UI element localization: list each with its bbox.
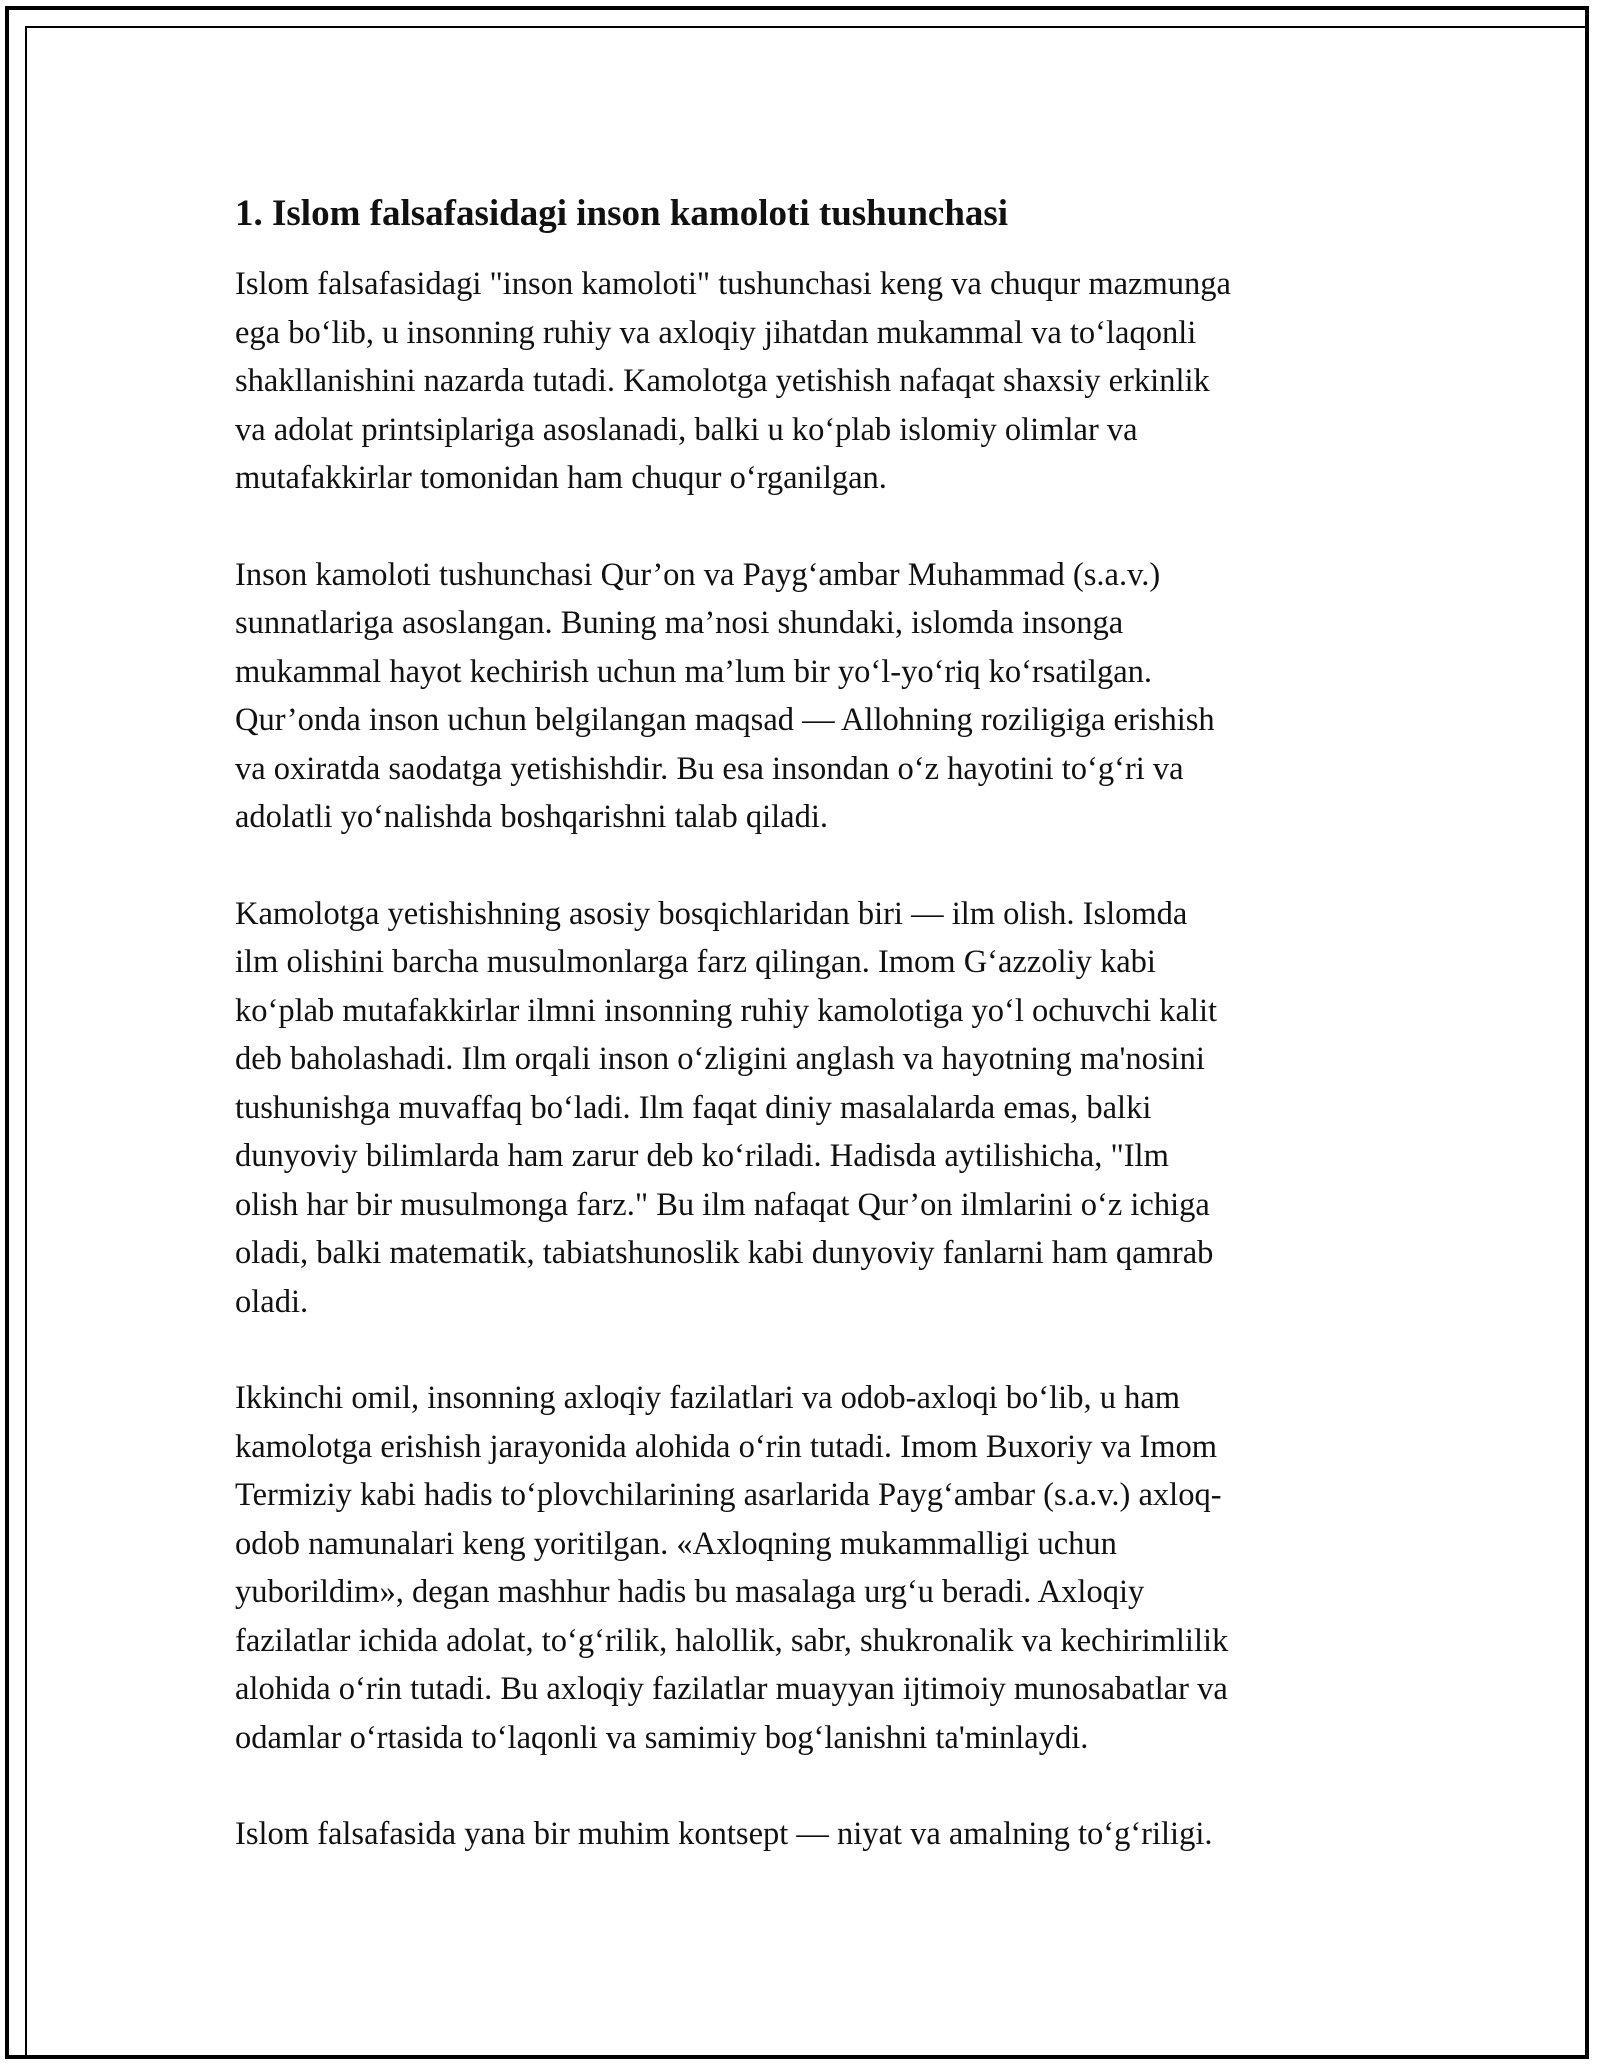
paragraph-3: Kamolotga yetishishning asosiy bosqichlaridan biri — ilm olish. Islomda ilm olishini barcha musulmonlarga farz qilingan. Imom Gʻazzoliy kabi koʻplab mutafakkirlar ilmni insonning ruhiy kamolotiga yoʻl ochuvchi kalit deb baholashadi. Ilm orqali inson oʻzligini anglash va hayotning ma'nosini tushunishga muvaffaq boʻladi. Ilm faqat diniy masalalarda emas, balki dunyoviy bilimlarda ham zarur deb koʻriladi. Hadisda aytilishicha, "Ilm olish har bir musulmonga farz." Bu ilm nafaqat Qur’on ilmlarini oʻz ichiga oladi, balki matematik, tabiatshunoslik kabi dunyoviy fanlarni ham qamrab oladi. xyxy=(235,895,1218,1320)
section-heading: 1. Islom falsafasidagi inson kamoloti tushunchasi xyxy=(235,193,1009,234)
paragraph-2: Inson kamoloti tushunchasi Qur’on va Paygʻambar Muhammad (s.a.v.) sunnatlariga asoslangan. Buning ma’nosi shundaki, islomda insonga mukammal hayot kechirish uchun ma’lum bir yoʻl-yoʻriq koʻrsatilgan. Qur’onda inson uchun belgilangan maqsad — Allohning roziligiga erishish va oxiratda saodatga yetishishdir. Bu esa insondan oʻz hayotini toʻgʻri va adolatli yoʻnalishda boshqarishni talab qiladi. xyxy=(235,556,1215,835)
paragraph-1: Islom falsafasidagi "inson kamoloti" tushunchasi keng va chuqur mazmunga ega boʻlib, u insonning ruhiy va axloqiy jihatdan mukammal va toʻlaqonli shakllanishini nazarda tutadi. Kamolotga yetishish nafaqat shaxsiy erkinlik va adolat printsiplariga asoslanadi, balki u koʻplab islomiy olimlar va mutafakkirlar tomonidan ham chuqur oʻrganilgan. xyxy=(235,266,1231,496)
paragraph-5: Islom falsafasida yana bir muhim kontsept — niyat va amalning toʻgʻriligi. xyxy=(235,1816,1213,1852)
paragraph-4: Ikkinchi omil, insonning axloqiy fazilatlari va odob-axloqi boʻlib, u ham kamolotga erishish jarayonida alohida oʻrin tutadi. Imom Buxoriy va Imom Termiziy kabi hadis toʻplovchilarining asarlarida Paygʻambar (s.a.v.) axloq- odob namunalari keng yoritilgan. «Axloqning mukammalligi uchun yuborildim», degan mashhur hadis bu masalaga urgʻu beradi. Axloqiy fazilatlar ichida adolat, toʻgʻrilik, halollik, sabr, shukronalik va kechirimlilik alohida oʻrin tutadi. Bu axloqiy fazilatlar muayyan ijtimoiy munosabatlar va odamlar oʻrtasida toʻlaqonli va samimiy bogʻlanishni ta'minlaydi. xyxy=(235,1380,1229,1756)
document-body xyxy=(235,188,1375,1907)
